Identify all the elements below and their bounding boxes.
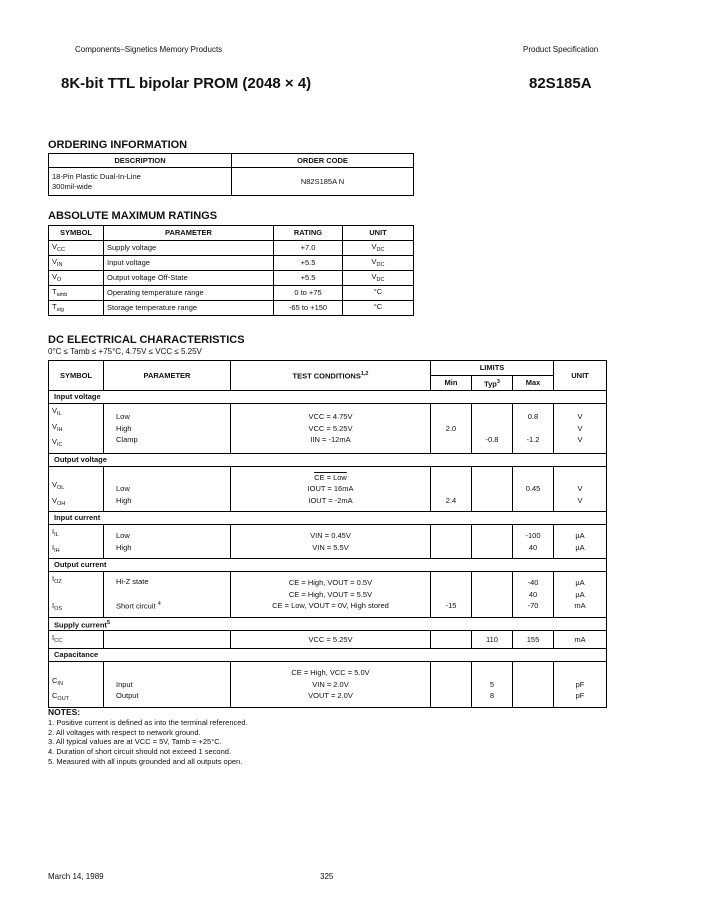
dc-col-typ: Typ$^3$	[472, 376, 513, 391]
header-doc-type: Product Specification	[523, 45, 599, 54]
test-conditions: CE = Low IOUT = 16mA IOUT = -2mA	[231, 466, 431, 512]
parameter: Low High	[104, 525, 231, 559]
rating: -65 to +150	[274, 301, 343, 316]
note-item: 5. Measured with all inputs grounded and all outputs open.	[48, 756, 243, 766]
absmax-row	[49, 286, 414, 301]
min: 2.0	[431, 404, 472, 454]
order-description	[49, 168, 232, 196]
symbol: $C_{IN}$ $C_{OUT}$	[49, 662, 104, 708]
min	[431, 662, 472, 708]
typ	[472, 572, 513, 618]
dc-col-limits: LIMITS	[431, 361, 554, 376]
rating: +5.5	[274, 256, 343, 271]
min: 2.4	[431, 466, 472, 512]
symbol: $V_{IN}$	[49, 256, 104, 271]
page-title: 8K-bit TTL bipolar PROM (2048 × 4)	[61, 75, 312, 92]
parameter: Input Output	[104, 662, 231, 708]
dc-row-vol-voh	[49, 466, 607, 512]
min: -15	[431, 572, 472, 618]
absmax-col-parameter: PARAMETER	[104, 226, 274, 241]
symbol: $T_{amb}$	[49, 286, 104, 301]
absmax-row	[49, 271, 414, 286]
parameter: Low High	[104, 466, 231, 512]
col-description: DESCRIPTION	[49, 154, 232, 168]
note-item: 3. All typical values are at VCC = 5V, Tamb = +25°C.	[48, 737, 222, 747]
unit: pF pF	[554, 662, 607, 708]
absmax-table	[48, 225, 414, 316]
unit: $V_{DC}$	[343, 241, 414, 256]
part-number: 82S185A	[529, 75, 592, 92]
order-desc-line2: 300mil-wide	[52, 181, 93, 191]
footer-page-number: 325	[320, 872, 334, 881]
min	[431, 631, 472, 649]
group-input-voltage: Input voltage	[49, 391, 607, 404]
dc-table	[48, 360, 607, 708]
max: -40 40 -70	[513, 572, 554, 618]
rating: +5.5	[274, 271, 343, 286]
absmax-col-unit: UNIT	[343, 226, 414, 241]
group-output-current: Output current	[49, 559, 607, 572]
note-item: 1. Positive current is defined as into the terminal referenced.	[48, 717, 248, 727]
test-conditions: VIN = 0.45V VIN = 5.5V	[231, 525, 431, 559]
unit: mA	[554, 631, 607, 649]
typ: -0.8	[472, 404, 513, 454]
parameter: Supply voltage	[104, 241, 274, 256]
rating: 0 to +75	[274, 286, 343, 301]
col-order-code: ORDER CODE	[232, 154, 414, 168]
test-conditions: VCC = 5.25V	[231, 631, 431, 649]
dc-conditions: 0°C ≤ Tamb ≤ +75°C, 4.75V ≤ VCC ≤ 5.25V	[48, 347, 202, 356]
symbol: $I_{OZ}$ $I_{OS}$	[49, 572, 104, 618]
dc-row-vil-vih-vic	[49, 404, 607, 454]
max: 155	[513, 631, 554, 649]
parameter: Low High Clamp	[104, 404, 231, 454]
dc-col-parameter: PARAMETER	[104, 361, 231, 391]
parameter	[104, 631, 231, 649]
notes-heading: NOTES:	[48, 707, 81, 717]
parameter: Storage temperature range	[104, 301, 274, 316]
typ: 5 8	[472, 662, 513, 708]
unit: $V_{DC}$	[343, 271, 414, 286]
dc-col-max: Max	[513, 376, 554, 391]
unit: $V_{DC}$	[343, 256, 414, 271]
absmax-col-symbol: SYMBOL	[49, 226, 104, 241]
dc-row-icc	[49, 631, 607, 649]
typ	[472, 466, 513, 512]
dc-row-iil-iih	[49, 525, 607, 559]
absmax-row	[49, 301, 414, 316]
parameter: Input voltage	[104, 256, 274, 271]
max: -100 40	[513, 525, 554, 559]
group-capacitance: Capacitance	[49, 649, 607, 662]
max	[513, 662, 554, 708]
max: 0.8 -1.2	[513, 404, 554, 454]
dc-col-test: TEST CONDITIONS$^{1,2}$	[231, 361, 431, 391]
parameter: Operating temperature range	[104, 286, 274, 301]
unit: µA µA	[554, 525, 607, 559]
unit: V V	[554, 466, 607, 512]
dc-row-ioz-ios	[49, 572, 607, 618]
unit: °C	[343, 286, 414, 301]
parameter: Output voltage Off-State	[104, 271, 274, 286]
group-supply-current: Supply current$^5$	[49, 617, 607, 631]
dc-heading: DC ELECTRICAL CHARACTERISTICS	[48, 334, 245, 346]
unit: µA µA mA	[554, 572, 607, 618]
absmax-heading: ABSOLUTE MAXIMUM RATINGS	[48, 210, 218, 222]
note-item: 4. Duration of short circuit should not exceed 1 second.	[48, 747, 232, 757]
symbol: $V_{OL}$ $V_{OH}$	[49, 466, 104, 512]
group-input-current: Input current	[49, 512, 607, 525]
order-desc-line1: 18-Pin Plastic Dual-In-Line	[52, 171, 141, 181]
absmax-row	[49, 241, 414, 256]
header-company: Components–Signetics Memory Products	[75, 45, 223, 54]
symbol: $V_{IL}$ $V_{IH}$ $V_{IC}$	[49, 404, 104, 454]
test-conditions: VCC = 4.75V VCC = 5.25V IIN = -12mA	[231, 404, 431, 454]
ordering-table	[48, 153, 414, 196]
max: 0.45	[513, 466, 554, 512]
typ: 110	[472, 631, 513, 649]
test-conditions: CE = High, VOUT = 0.5V CE = High, VOUT = 5.5V CE = Low, VOUT = 0V, High stored	[231, 572, 431, 618]
order-code: N82S185A N	[232, 168, 414, 196]
symbol: $T_{stg}$	[49, 301, 104, 316]
unit: V V V	[554, 404, 607, 454]
symbol: $I_{CC}$	[49, 631, 104, 649]
dc-col-symbol: SYMBOL	[49, 361, 104, 391]
note-item: 2. All voltages with respect to network ground.	[48, 727, 201, 737]
test-conditions: CE = High, VCC = 5.0V VIN = 2.0V VOUT = 2.0V	[231, 662, 431, 708]
dc-col-unit: UNIT	[554, 361, 607, 391]
symbol: $V_{CC}$	[49, 241, 104, 256]
parameter: Hi-Z state Short circuit $^4$	[104, 572, 231, 618]
min	[431, 525, 472, 559]
ordering-heading: ORDERING INFORMATION	[48, 139, 188, 151]
rating: +7.0	[274, 241, 343, 256]
typ	[472, 525, 513, 559]
symbol: $V_O$	[49, 271, 104, 286]
unit: °C	[343, 301, 414, 316]
dc-row-cin-cout	[49, 662, 607, 708]
symbol: $I_{IL}$ $I_{IH}$	[49, 525, 104, 559]
dc-col-min: Min	[431, 376, 472, 391]
notes	[48, 708, 248, 767]
footer-date: March 14, 1989	[48, 872, 104, 881]
absmax-row	[49, 256, 414, 271]
group-output-voltage: Output voltage	[49, 453, 607, 466]
absmax-col-rating: RATING	[274, 226, 343, 241]
